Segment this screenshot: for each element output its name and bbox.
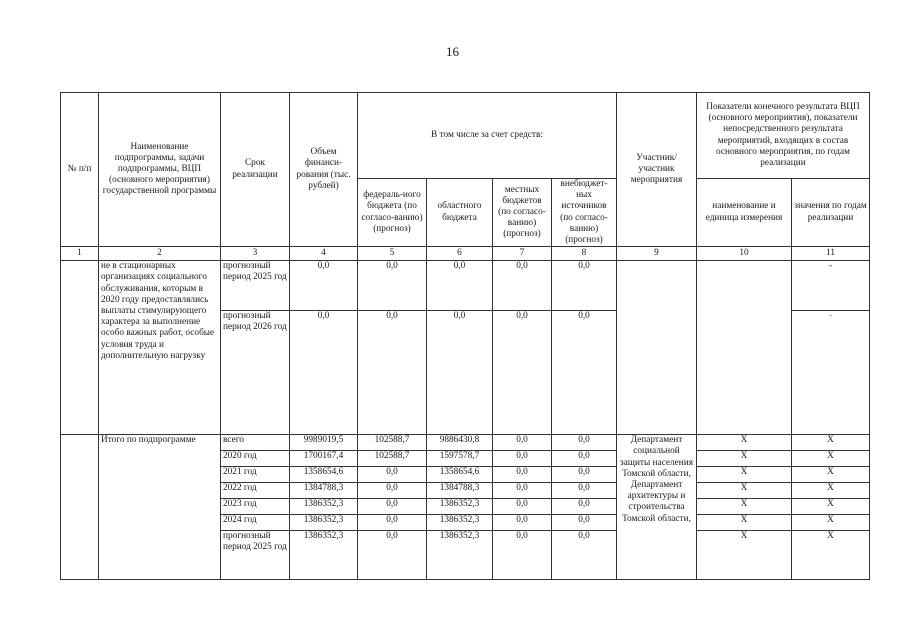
column-number: 7 (493, 247, 552, 261)
row-regional: 9886430,8 (427, 435, 493, 451)
header-col-participant: Участник/ участник мероприятия (617, 93, 697, 247)
row-period: 2023 год (221, 499, 290, 515)
column-number: 11 (792, 247, 870, 261)
row-value: X (792, 483, 870, 499)
row-value: X (792, 467, 870, 483)
column-number: 5 (358, 247, 427, 261)
row-regional: 0,0 (427, 261, 493, 311)
row-extra: 0,0 (552, 499, 617, 515)
column-number: 10 (697, 247, 792, 261)
header-col-name: Наименование подпрограммы, задачи подпрограммы, ВЦП (основного мероприятия) государственной программы (99, 93, 221, 247)
row-value: X (792, 435, 870, 451)
column-number: 2 (99, 247, 221, 261)
row-extra: 0,0 (552, 311, 617, 435)
row-regional: 1386352,3 (427, 515, 493, 531)
header-col-local: местных бюджетов (по согласо-ванию) (прогноз) (493, 179, 552, 247)
row-local: 0,0 (493, 499, 552, 515)
row-value: X (792, 515, 870, 531)
row-federal: 0,0 (358, 499, 427, 515)
row-name: не в стационарных организациях социального обслуживания, которым в 2020 году предоставлялись выплаты стимулирующего характера за выполнение особо важных работ, особые условия труда и дополнительную нагрузку (99, 261, 221, 435)
row-total: 1358654,6 (290, 467, 358, 483)
row-local: 0,0 (493, 261, 552, 311)
row-regional: 1358654,6 (427, 467, 493, 483)
row-federal: 102588,7 (358, 435, 427, 451)
row-period: 2021 год (221, 467, 290, 483)
table-row (61, 261, 870, 311)
row-indicator: X (697, 435, 792, 451)
row-extra: 0,0 (552, 261, 617, 311)
row-federal: 102588,7 (358, 451, 427, 467)
row-total: 1386352,3 (290, 499, 358, 515)
row-extra: 0,0 (552, 483, 617, 499)
row-extra: 0,0 (552, 531, 617, 580)
header-group-sources: В том числе за счет средств: (358, 93, 617, 179)
column-number: 8 (552, 247, 617, 261)
header-col-extra: внебюджет-ных источников (по согласо-ванию) (прогноз) (552, 179, 617, 247)
row-local: 0,0 (493, 451, 552, 467)
column-number: 4 (290, 247, 358, 261)
row-regional: 1386352,3 (427, 531, 493, 580)
row-federal: 0,0 (358, 467, 427, 483)
row-indicator: X (697, 451, 792, 467)
row-participant (617, 261, 697, 435)
row-value: X (792, 451, 870, 467)
row-federal: 0,0 (358, 483, 427, 499)
column-number: 3 (221, 247, 290, 261)
row-number-cell (61, 261, 99, 435)
row-period: прогнозный период 2025 год (221, 261, 290, 311)
row-extra: 0,0 (552, 451, 617, 467)
row-participant: Департамент социальной защиты населения Томской области, Департамент архитектуры и строительства Томской области, (617, 435, 697, 580)
header-col-values: значения по годам реализации (792, 179, 870, 247)
row-federal: 0,0 (358, 311, 427, 435)
row-total: 0,0 (290, 261, 358, 311)
page-number: 16 (446, 44, 459, 59)
header-col-total: Объем финанси-рования (тыс. рублей) (290, 93, 358, 247)
row-value: - (792, 311, 870, 435)
row-local: 0,0 (493, 467, 552, 483)
row-value: X (792, 531, 870, 580)
column-number: 6 (427, 247, 493, 261)
row-period: прогнозный период 2025 год (221, 531, 290, 580)
row-extra: 0,0 (552, 435, 617, 451)
row-total: 0,0 (290, 311, 358, 435)
row-total: 1386352,3 (290, 515, 358, 531)
row-federal: 0,0 (358, 531, 427, 580)
row-extra: 0,0 (552, 515, 617, 531)
header-col-number: № п/п (61, 93, 99, 247)
header-group-indicators: Показатели конечного результата ВЦП (основного мероприятия), показатели непосредственного результата мероприятий, входящих в состав основного мероприятия, по годам реализации (697, 93, 870, 179)
row-period: всего (221, 435, 290, 451)
row-indicator: X (697, 467, 792, 483)
column-number: 9 (617, 247, 697, 261)
row-value: - (792, 261, 870, 311)
row-period: 2020 год (221, 451, 290, 467)
table-row (61, 435, 870, 451)
row-value: X (792, 499, 870, 515)
row-number-cell (61, 435, 99, 580)
row-indicator: X (697, 483, 792, 499)
row-federal: 0,0 (358, 261, 427, 311)
header-col-federal: федераль-ного бюджета (по согласо-ванию) (прогноз) (358, 179, 427, 247)
column-number: 1 (61, 247, 99, 261)
row-total: 9989019,5 (290, 435, 358, 451)
row-local: 0,0 (493, 311, 552, 435)
row-local: 0,0 (493, 435, 552, 451)
financing-table (60, 92, 870, 580)
row-total: 1384788,3 (290, 483, 358, 499)
row-regional: 1384788,3 (427, 483, 493, 499)
header-col-period: Срок реализации (221, 93, 290, 247)
row-total: 1700167,4 (290, 451, 358, 467)
row-regional: 0,0 (427, 311, 493, 435)
row-extra: 0,0 (552, 467, 617, 483)
row-period: 2024 год (221, 515, 290, 531)
row-total: 1386352,3 (290, 531, 358, 580)
row-period: 2022 год (221, 483, 290, 499)
row-indicator: X (697, 515, 792, 531)
row-name: Итого по подпрограмме (99, 435, 221, 580)
row-regional: 1386352,3 (427, 499, 493, 515)
row-local: 0,0 (493, 515, 552, 531)
row-indicator (697, 261, 792, 435)
column-numbers-row (61, 247, 870, 261)
row-indicator: X (697, 531, 792, 580)
row-indicator: X (697, 499, 792, 515)
row-local: 0,0 (493, 531, 552, 580)
header-col-regional: областного бюджета (427, 179, 493, 247)
row-regional: 1597578,7 (427, 451, 493, 467)
row-local: 0,0 (493, 483, 552, 499)
header-col-indicator: наименование и единица измерения (697, 179, 792, 247)
row-period: прогнозный период 2026 год (221, 311, 290, 435)
row-federal: 0,0 (358, 515, 427, 531)
